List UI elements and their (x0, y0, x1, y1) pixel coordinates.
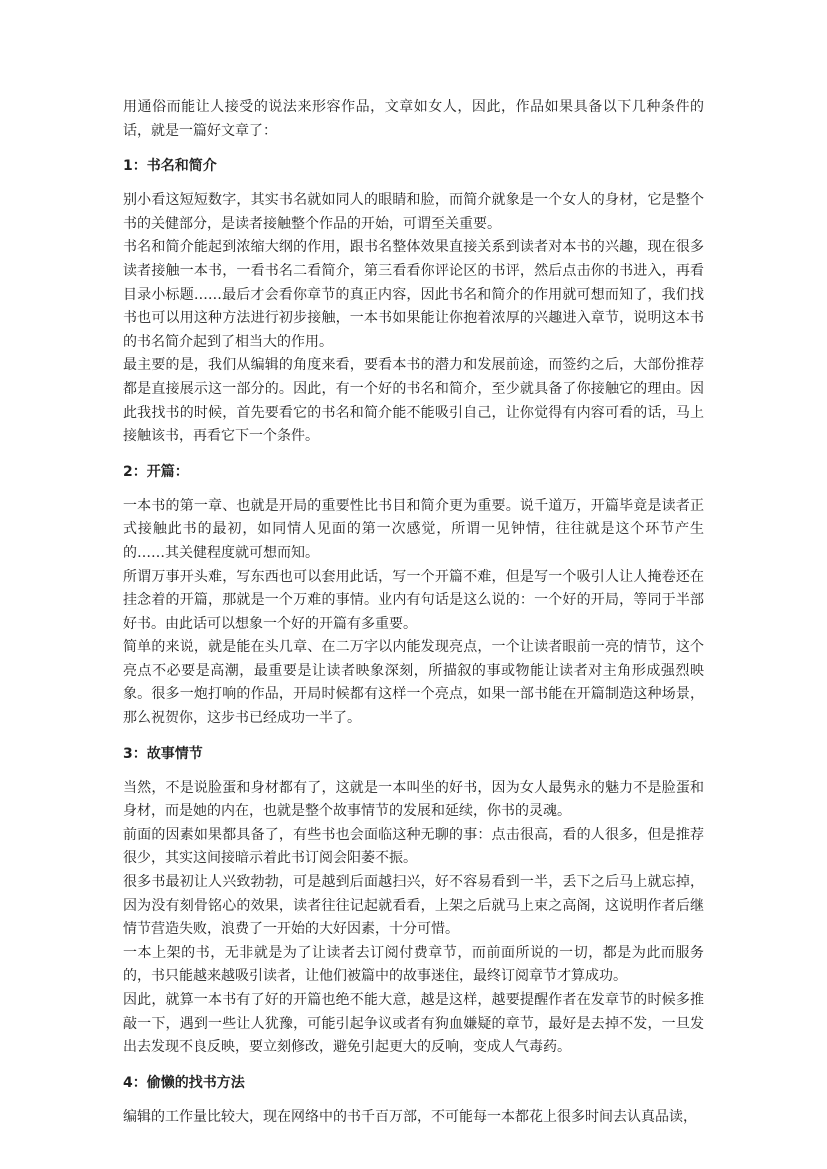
paragraph: 书名和简介能起到浓缩大纲的作用，跟书名整体效果直接关系到读者对本书的兴趣，现在很多读者接触一本书，一看书名二看简介，第三看看你评论区的书评，然后点击你的书进入，再看目录小标题……最后才会看你章节的真正内容，因此书名和简介的作用就可想而知了，我们找书也可以用这种方法进行初步接触，一本书如果能让你抱着浓厚的兴趣进入章节，说明这本书的书名简介起到了相当大的作用。 (123, 239, 704, 350)
document-page (123, 96, 704, 1139)
section-heading: 3：故事情节 (123, 745, 203, 762)
paragraph: 很多书最初让人兴致勃勃，可是越到后面越扫兴，好不容易看到一半，丢下之后马上就忘掉，因为没有刻骨铭心的效果，读者往往记起就看看，上架之后就马上束之高阁，这说明作者后继情节营造失败，浪费了一开始的大好因素，十分可惜。 (123, 874, 704, 938)
paragraph: 前面的因素如果都具备了，有些书也会面临这种无聊的事：点击很高，看的人很多，但是推荐很少，其实这间接暗示着此书订阅会阳萎不振。 (123, 826, 704, 867)
paragraph: 一本书的第一章、也就是开局的重要性比书目和简介更为重要。说千道万，开篇毕竟是读者正式接触此书的最初，如同情人见面的第一次感觉，所谓一见钟情，往往就是这个环节产生的……其关健程度就可想而知。 (123, 497, 704, 561)
section-heading: 1：书名和简介 (123, 158, 217, 175)
paragraph: 因此，就算一本书有了好的开篇也绝不能大意，越是这样，越要提醒作者在发章节的时候多推敲一下，遇到一些让人犹豫，可能引起争议或者有狗血嫌疑的章节，最好是去掉不发，一旦发出去发现不良反映，要立刻修改，避免引起更大的反响，变成人气毒药。 (123, 992, 704, 1056)
paragraph: 编辑的工作量比较大，现在网络中的书千百万部，不可能每一本都花上很多时间去认真品读， (123, 1108, 697, 1125)
paragraph: 别小看这短短数字，其实书名就如同人的眼睛和脸，而简介就象是一个女人的身材，它是整个书的关健部分，是读者接触整个作品的开始，可谓至关重要。 (123, 192, 704, 232)
paragraph: 当然，不是说脸蛋和身材都有了，这就是一本叫坐的好书，因为女人最隽永的魅力不是脸蛋和身材，而是她的内在，也就是整个故事情节的发展和延续，你书的灵魂。 (123, 779, 704, 820)
paragraph: 一本上架的书，无非就是为了让读者去订阅付费章节，而前面所说的一切，都是为此而服务的，书只能越来越吸引读者，让他们被篇中的故事迷住，最终订阅章节才算成功。 (123, 944, 704, 985)
paragraph: 简单的来说，就是能在头几章、在二万字以内能发现亮点，一个让读者眼前一亮的情节，这个亮点不必要是高潮，最重要是让读者映象深刻，所描叙的事或物能让读者对主角形成强烈映象。很多一炮打响的作品，开局时候都有这样一个亮点，如果一部书能在开篇制造这种场景，那么祝贺你，这步书已经成功一半了。 (123, 639, 704, 727)
section-heading: 2：开篇： (123, 463, 189, 480)
section-opening (123, 459, 704, 731)
section-book-finding-method (123, 1070, 704, 1130)
section-heading: 4：偷懒的找书方法 (123, 1074, 245, 1091)
paragraph: 所谓万事开头难，写东西也可以套用此话，写一个开篇不难，但是写一个吸引人让人掩卷还在挂念着的开篇，那就是一个万难的事情。业内有句话是这么说的：一个好的开局，等同于半部好书。由此话可以想象一个好的开篇有多重要。 (123, 568, 704, 632)
section-title-and-summary (123, 153, 704, 449)
intro-paragraph: 用通俗而能让人接受的说法来形容作品，文章如女人，因此，作品如果具备以下几种条件的话，就是一篇好文章了： (123, 99, 704, 139)
paragraph: 最主要的是，我们从编辑的角度来看，要看本书的潜力和发展前途，而签约之后，大部份推荐都是直接展示这一部分的。因此，有一个好的书名和简介，至少就具备了你接触它的理由。因此我找书的时候，首先要看它的书名和简介能不能吸引自己，让你觉得有内容可看的话，马上接触该书，再看它下一个条件。 (123, 357, 704, 445)
section-plot (123, 741, 704, 1060)
